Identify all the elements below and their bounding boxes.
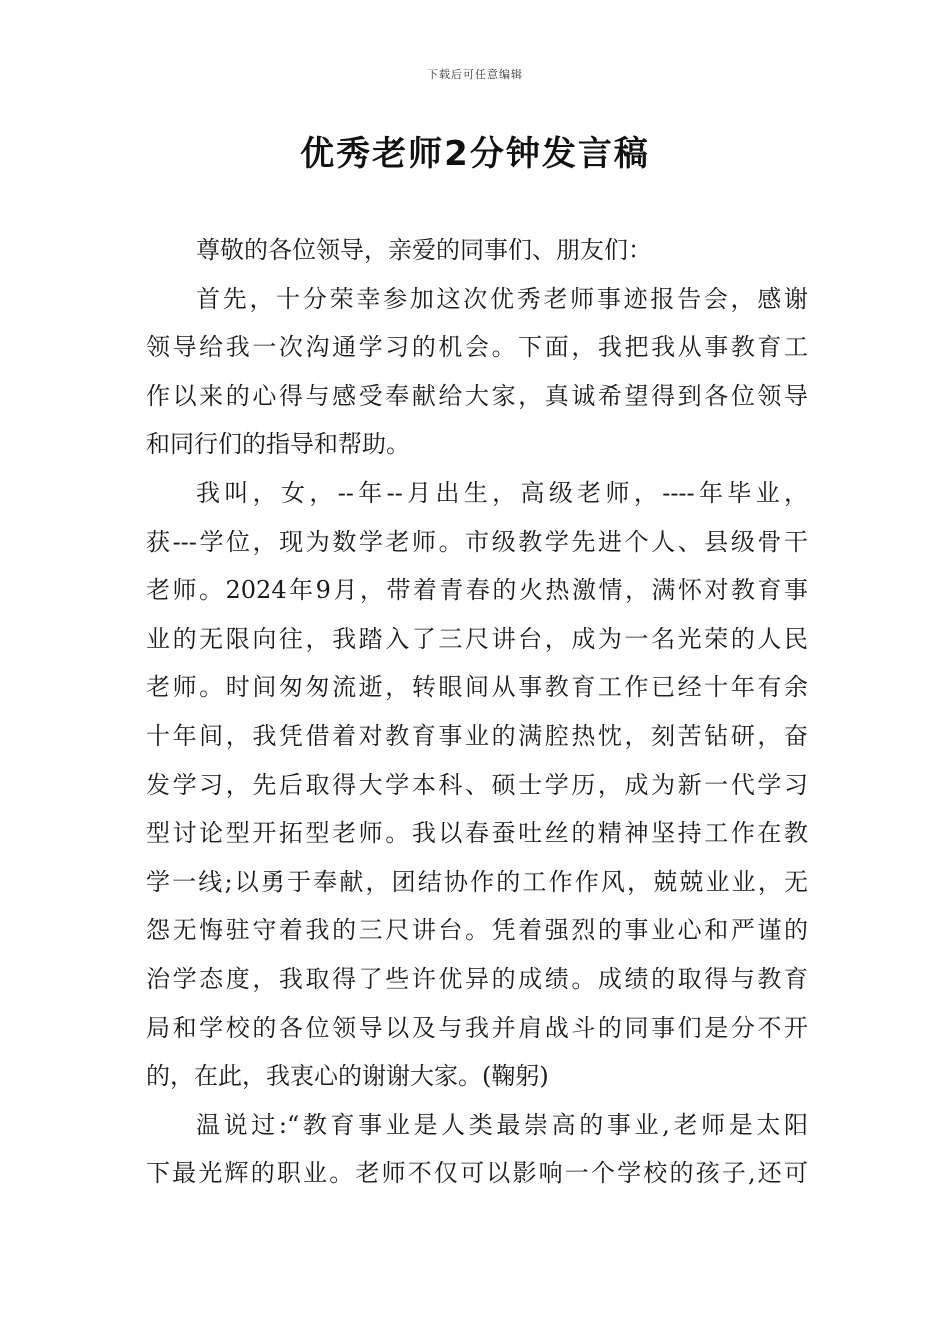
text-line: 老师。时间匆匆流逝，转眼间从事教育工作已经十年有余: [146, 673, 808, 702]
text-line: 业的无限向往，我踏入了三尺讲台，成为一名光荣的人民: [146, 624, 808, 653]
text-line: 的，在此，我衷心的谢谢大家。(鞠躬): [146, 1062, 549, 1091]
text-line: 十年间，我凭借着对教育事业的满腔热忱，刻苦钻研，奋: [146, 721, 808, 750]
text-line: 局和学校的各位领导以及与我并肩战斗的同事们是分不开: [146, 1013, 808, 1042]
text-line: 首先，十分荣幸参加这次优秀老师事迹报告会，感谢: [196, 284, 808, 313]
header-note: 下载后可任意编辑: [427, 68, 523, 81]
document-title: 优秀老师2分钟发言稿: [300, 134, 650, 174]
text-line: 我叫，女，--年--月出生，高级老师，----年毕业，: [196, 478, 808, 507]
text-line: 领导给我一次沟通学习的机会。下面，我把我从事教育工: [146, 333, 808, 362]
text-line: 和同行们的指导和帮助。: [146, 430, 410, 459]
text-line: 怨无悔驻守着我的三尺讲台。凭着强烈的事业心和严谨的: [146, 916, 808, 945]
text-line: 作以来的心得与感受奉献给大家，真诚希望得到各位领导: [146, 381, 808, 410]
text-line: 发学习，先后取得大学本科、硕士学历，成为新一代学习: [146, 770, 808, 799]
text-line: 尊敬的各位领导，亲爱的同事们、朋友们：: [196, 236, 652, 264]
text-line: 温说过:“教育事业是人类最崇高的事业,老师是太阳: [196, 1110, 808, 1139]
text-line: 下最光辉的职业。老师不仅可以影响一个学校的孩子,还可: [146, 1159, 808, 1188]
text-line: 老师。2024年9月，带着青春的火热激情，满怀对教育事: [146, 576, 808, 605]
text-line: 获---学位，现为数学老师。市级教学先进个人、县级骨干: [146, 527, 808, 556]
text-line: 型讨论型开拓型老师。我以春蚕吐丝的精神坚持工作在教: [146, 819, 808, 848]
text-line: 治学态度，我取得了些许优异的成绩。成绩的取得与教育: [146, 964, 808, 993]
text-line: 学一线;以勇于奉献，团结协作的工作作风，兢兢业业，无: [146, 867, 808, 896]
document-body: [146, 226, 808, 1198]
